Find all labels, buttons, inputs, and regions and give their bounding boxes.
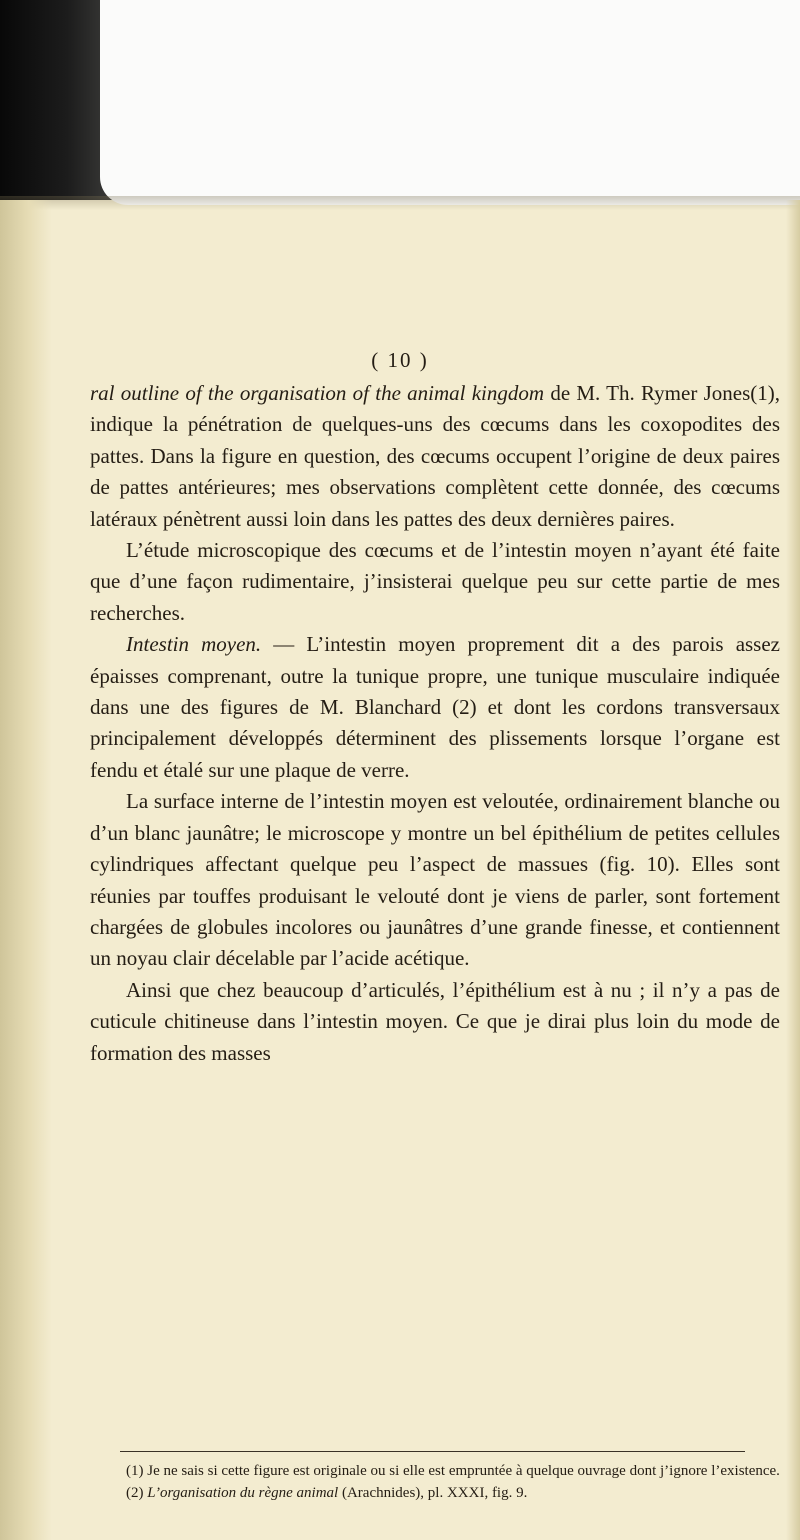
paragraph-2: L’étude microscopique des cœcums et de l’intestin moyen n’ayant été faite que d’une façon rudimentaire, j’insisterai quelque peu sur cette partie de mes recherches. — [90, 538, 780, 625]
paragraph-4: La surface interne de l’intestin moyen est veloutée, ordinairement blanche ou d’un blanc jaunâtre; le microscope y montre un bel épithélium de petites cellules cylindriques affectant quelque peu l’aspect de massues (fig. 10). Elles sont réunies par touffes produisant le velouté dont je viens de parler, sont fortement chargées de globules incolores ou jaunâtres d’une grande finesse, et contiennent un noyau clair décelable par l’acide acétique. — [90, 789, 780, 971]
footnote-2-prefix: (2) — [126, 1485, 148, 1501]
footnote-2 — [90, 1482, 780, 1504]
paragraph-3 — [90, 629, 780, 786]
body-text — [90, 378, 780, 1069]
footnotes — [90, 1460, 780, 1504]
page-number: ( 10 ) — [371, 348, 429, 372]
page-gutter-shadow — [0, 200, 52, 1540]
scan-margin-dark — [0, 0, 112, 200]
page-right-edge — [786, 200, 800, 1540]
footnote-1: (1) Je ne sais si cette figure est originale ou si elle est empruntée à quelque ouvrage dont j’ignore l’existence. — [126, 1463, 780, 1479]
footnote-2-title: L’organisation du règne animal — [147, 1485, 339, 1501]
scan-margin-white — [100, 0, 800, 205]
book-title-italic: ral outline of the organisation of the animal kingdom — [90, 381, 545, 405]
footnote-divider — [120, 1451, 745, 1452]
paragraph-5: Ainsi que chez beaucoup d’articulés, l’épithélium est à nu ; il n’y a pas de cuticule chitineuse dans l’intestin moyen. Ce que je dirai plus loin du mode de formation des masses — [90, 977, 780, 1065]
paragraph-3-text: — L’intestin moyen proprement dit a des parois assez épaisses comprenant, outre la tunique propre, une tunique musculaire indiquée dans une des figures de M. Blanchard (2) et dont les cordons transversaux principalement développés déterminent des plissements lorsque l’organe est fendu et étalé sur une plaque de verre. — [90, 632, 780, 782]
page-top-edge — [0, 196, 800, 210]
footnote-2-text: (Arachnides), pl. XXXI, fig. 9. — [338, 1485, 528, 1501]
section-heading-intestin-moyen: Intestin moyen. — [126, 632, 262, 657]
paragraph-1-text: de M. Th. Rymer Jones(1), indique la pénétration de quelques-uns des cœcums dans les coxopodites des pattes. Dans la figure en question, des cœcums occupent l’origine de deux paires de pattes antérieures; mes observations complètent cette donnée, des cœcums latéraux pénètrent aussi loin dans les pattes des deux dernières paires. — [90, 381, 780, 531]
paragraph-1 — [90, 378, 780, 535]
